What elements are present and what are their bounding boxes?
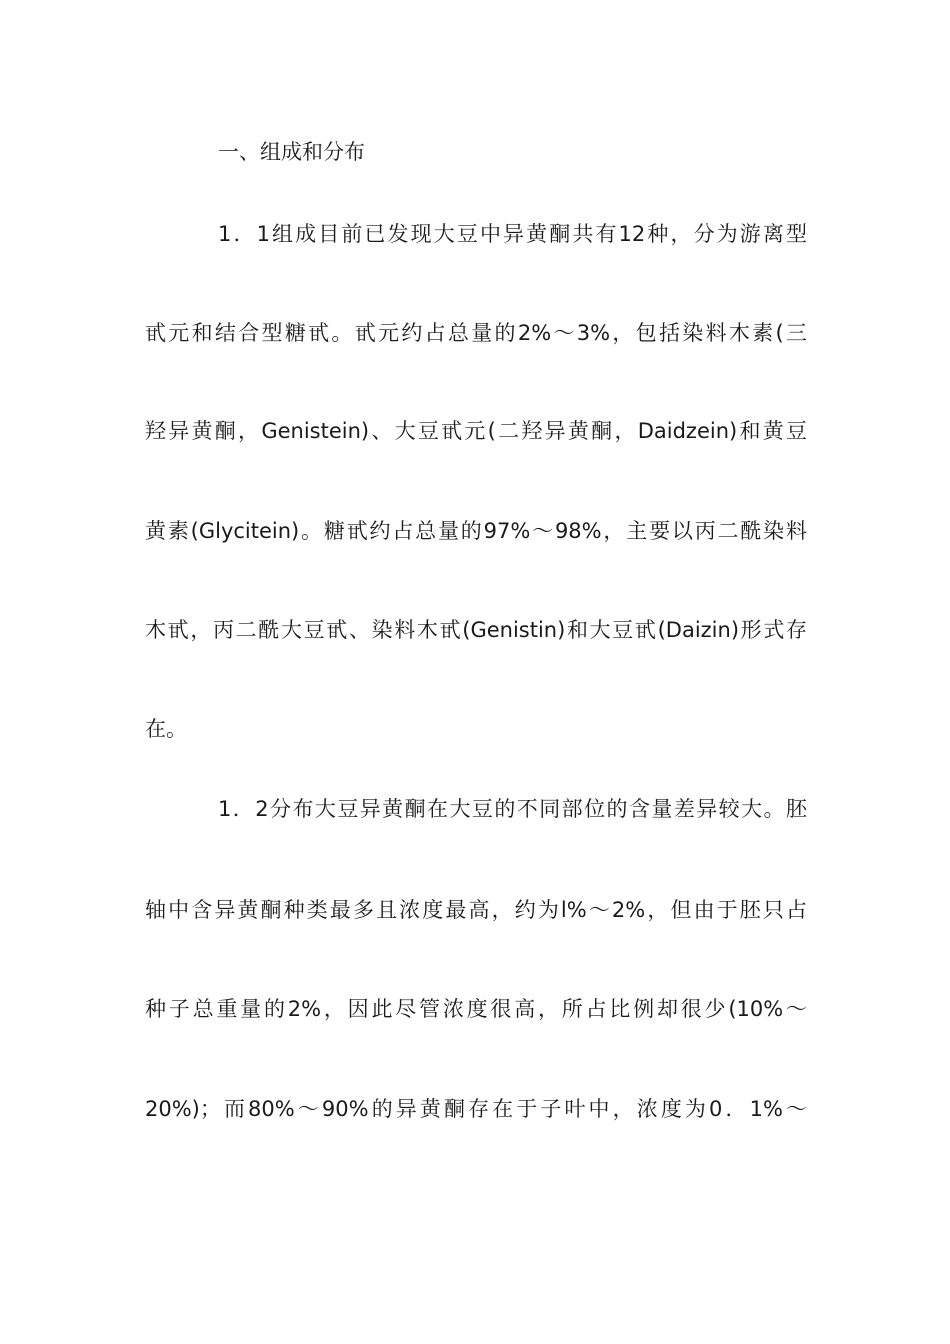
- paragraph-1-line-3: 羟异黄酮，Genistein)、大豆甙元(二羟异黄酮，Daidzein)和黄豆: [145, 419, 807, 443]
- paragraph-2-line-4: 20%)；而80%～90%的异黄酮存在于子叶中，浓度为0．1%～: [145, 1097, 807, 1121]
- paragraph-2-line-1: 1．2分布大豆异黄酮在大豆的不同部位的含量差异较大。胚: [218, 797, 807, 821]
- paragraph-2-line-3: 种子总重量的2%，因此尽管浓度很高，所占比例却很少(10%～: [145, 997, 807, 1021]
- paragraph-1-line-4: 黄素(Glycitein)。糖甙约占总量的97%～98%，主要以丙二酰染料: [145, 519, 807, 543]
- paragraph-1-line-6: 在。: [145, 717, 187, 741]
- paragraph-1-line-5: 木甙，丙二酰大豆甙、染料木甙(Genistin)和大豆甙(Daizin)形式存: [145, 618, 807, 642]
- paragraph-1-line-2: 甙元和结合型糖甙。甙元约占总量的2%～3%，包括染料木素(三: [145, 321, 807, 345]
- section-heading: 一、组成和分布: [218, 140, 365, 164]
- paragraph-2-line-2: 轴中含异黄酮种类最多且浓度最高，约为l%～2%，但由于胚只占: [145, 898, 807, 922]
- paragraph-1-line-1: 1．1组成目前已发现大豆中异黄酮共有12种，分为游离型: [218, 222, 807, 246]
